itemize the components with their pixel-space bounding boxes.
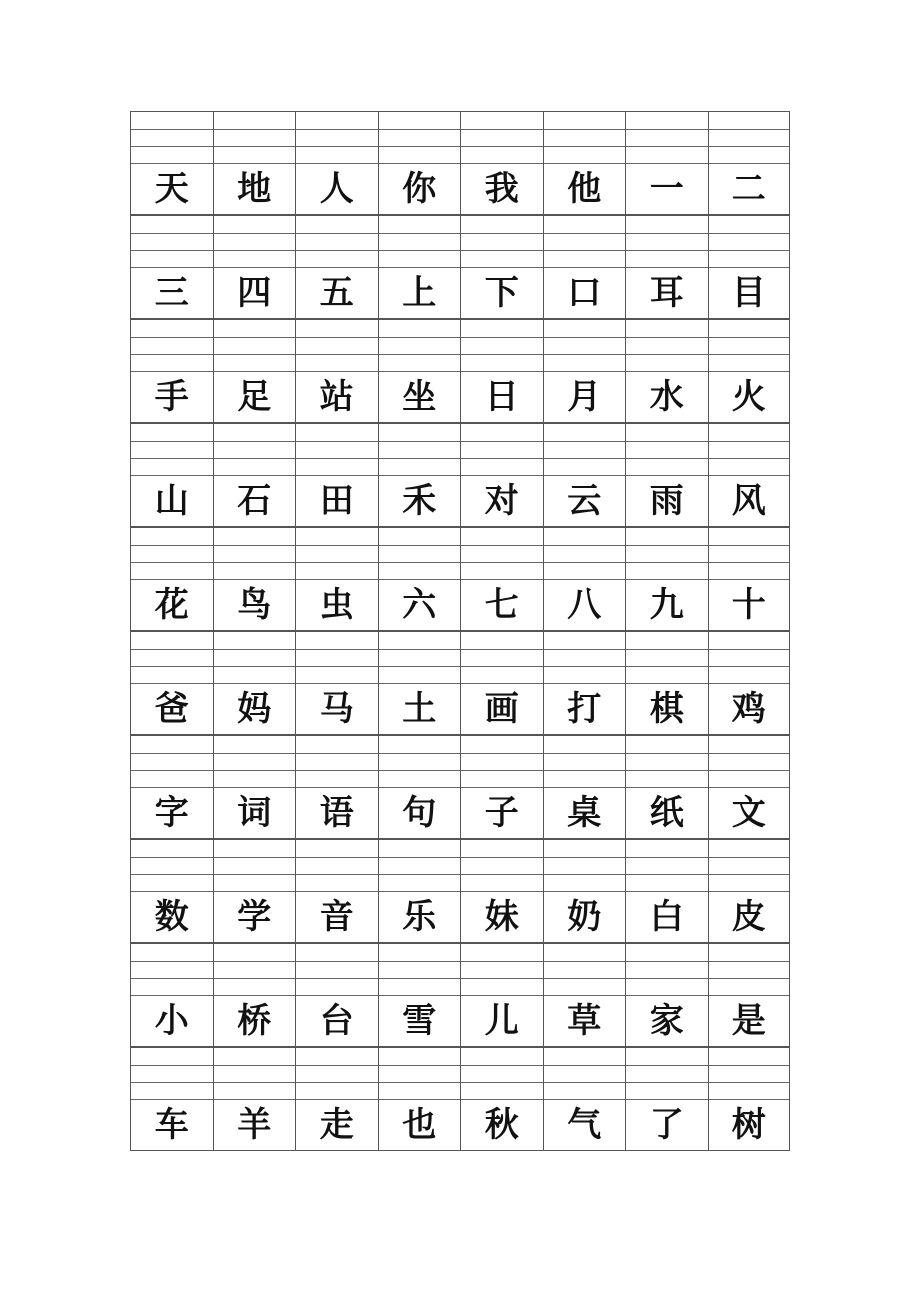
character-cell: 上 (378, 267, 461, 319)
column-divider (460, 840, 461, 892)
column-divider (460, 424, 461, 476)
character-row (130, 163, 790, 215)
character-cell: 坐 (378, 371, 461, 423)
column-divider (130, 632, 131, 684)
column-divider (130, 320, 131, 372)
character-cell: 小 (130, 995, 213, 1047)
practice-block (130, 1047, 790, 1151)
character-cell: 土 (378, 683, 461, 735)
column-divider (213, 216, 214, 268)
character-cell: 虫 (295, 579, 378, 631)
column-divider (625, 320, 626, 372)
character-cell: 山 (130, 475, 213, 527)
column-divider (708, 216, 709, 268)
character-cell: 也 (378, 1099, 461, 1151)
character-cell: 目 (708, 267, 791, 319)
character-row (130, 995, 790, 1047)
column-divider (378, 320, 379, 372)
column-divider (213, 424, 214, 476)
column-divider (213, 736, 214, 788)
column-divider (130, 736, 131, 788)
column-divider (708, 736, 709, 788)
character-cell: 家 (625, 995, 708, 1047)
character-cell: 一 (625, 163, 708, 215)
column-divider (708, 840, 709, 892)
character-cell: 子 (460, 787, 543, 839)
column-divider (460, 736, 461, 788)
column-divider (543, 216, 544, 268)
character-cell: 鸡 (708, 683, 791, 735)
character-cell: 秋 (460, 1099, 543, 1151)
character-row (130, 579, 790, 631)
column-divider (460, 320, 461, 372)
column-divider (130, 1048, 131, 1100)
column-divider (789, 840, 790, 892)
character-cell: 皮 (708, 891, 791, 943)
character-cell: 马 (295, 683, 378, 735)
character-row (130, 267, 790, 319)
character-cell: 了 (625, 1099, 708, 1151)
character-cell: 羊 (213, 1099, 296, 1151)
character-cell: 八 (543, 579, 626, 631)
character-cell: 妹 (460, 891, 543, 943)
column-divider (295, 1048, 296, 1100)
practice-block (130, 527, 790, 631)
column-divider (295, 632, 296, 684)
practice-block (130, 423, 790, 527)
column-divider (789, 320, 790, 372)
column-divider (130, 840, 131, 892)
column-divider (625, 840, 626, 892)
character-cell: 爸 (130, 683, 213, 735)
character-row (130, 787, 790, 839)
character-cell: 你 (378, 163, 461, 215)
character-row (130, 1099, 790, 1151)
character-cell: 二 (708, 163, 791, 215)
column-divider (295, 944, 296, 996)
character-cell: 鸟 (213, 579, 296, 631)
character-cell: 四 (213, 267, 296, 319)
character-cell: 对 (460, 475, 543, 527)
column-divider (378, 840, 379, 892)
column-divider (543, 1048, 544, 1100)
column-divider (625, 112, 626, 164)
pinyin-writing-lines (130, 735, 790, 787)
character-cell: 花 (130, 579, 213, 631)
character-cell: 台 (295, 995, 378, 1047)
character-cell: 字 (130, 787, 213, 839)
column-divider (130, 528, 131, 580)
column-divider (625, 632, 626, 684)
column-divider (708, 320, 709, 372)
column-divider (543, 944, 544, 996)
character-cell: 站 (295, 371, 378, 423)
practice-block (130, 111, 790, 215)
character-cell: 手 (130, 371, 213, 423)
column-divider (789, 736, 790, 788)
character-practice-grid (130, 111, 790, 1151)
character-cell: 他 (543, 163, 626, 215)
character-cell: 草 (543, 995, 626, 1047)
column-divider (130, 944, 131, 996)
pinyin-writing-lines (130, 111, 790, 163)
character-cell: 桌 (543, 787, 626, 839)
column-divider (460, 632, 461, 684)
column-divider (460, 112, 461, 164)
character-cell: 地 (213, 163, 296, 215)
pinyin-writing-lines (130, 1047, 790, 1099)
column-divider (295, 840, 296, 892)
column-divider (213, 632, 214, 684)
character-cell: 口 (543, 267, 626, 319)
character-cell: 儿 (460, 995, 543, 1047)
character-cell: 打 (543, 683, 626, 735)
column-divider (789, 424, 790, 476)
column-divider (295, 736, 296, 788)
column-divider (378, 736, 379, 788)
column-divider (625, 1048, 626, 1100)
practice-block (130, 735, 790, 839)
character-cell: 云 (543, 475, 626, 527)
character-row (130, 683, 790, 735)
character-cell: 词 (213, 787, 296, 839)
character-cell: 音 (295, 891, 378, 943)
column-divider (460, 216, 461, 268)
character-cell: 月 (543, 371, 626, 423)
column-divider (625, 528, 626, 580)
column-divider (789, 632, 790, 684)
practice-block (130, 215, 790, 319)
pinyin-writing-lines (130, 527, 790, 579)
column-divider (625, 216, 626, 268)
column-divider (543, 840, 544, 892)
column-divider (543, 320, 544, 372)
character-cell: 画 (460, 683, 543, 735)
column-divider (543, 632, 544, 684)
character-cell: 句 (378, 787, 461, 839)
column-divider (708, 632, 709, 684)
column-divider (708, 528, 709, 580)
practice-block (130, 319, 790, 423)
column-divider (789, 112, 790, 164)
character-cell: 风 (708, 475, 791, 527)
character-cell: 十 (708, 579, 791, 631)
column-divider (295, 528, 296, 580)
column-divider (213, 944, 214, 996)
pinyin-writing-lines (130, 631, 790, 683)
column-divider (213, 112, 214, 164)
character-cell: 火 (708, 371, 791, 423)
character-cell: 语 (295, 787, 378, 839)
column-divider (378, 112, 379, 164)
pinyin-writing-lines (130, 319, 790, 371)
character-cell: 人 (295, 163, 378, 215)
character-cell: 水 (625, 371, 708, 423)
character-cell: 白 (625, 891, 708, 943)
column-divider (295, 424, 296, 476)
character-cell: 是 (708, 995, 791, 1047)
character-cell: 下 (460, 267, 543, 319)
column-divider (543, 424, 544, 476)
character-cell: 桥 (213, 995, 296, 1047)
column-divider (789, 1048, 790, 1100)
column-divider (460, 1048, 461, 1100)
character-row (130, 475, 790, 527)
column-divider (130, 112, 131, 164)
character-cell: 我 (460, 163, 543, 215)
column-divider (378, 944, 379, 996)
column-divider (295, 216, 296, 268)
column-divider (295, 320, 296, 372)
practice-block (130, 839, 790, 943)
column-divider (295, 112, 296, 164)
pinyin-writing-lines (130, 839, 790, 891)
column-divider (213, 320, 214, 372)
column-divider (543, 112, 544, 164)
column-divider (378, 1048, 379, 1100)
character-cell: 棋 (625, 683, 708, 735)
column-divider (378, 216, 379, 268)
column-divider (460, 944, 461, 996)
character-cell: 文 (708, 787, 791, 839)
character-row (130, 891, 790, 943)
column-divider (543, 528, 544, 580)
character-cell: 石 (213, 475, 296, 527)
character-cell: 数 (130, 891, 213, 943)
practice-block (130, 943, 790, 1047)
column-divider (130, 424, 131, 476)
character-cell: 三 (130, 267, 213, 319)
column-divider (789, 944, 790, 996)
column-divider (543, 736, 544, 788)
character-cell: 五 (295, 267, 378, 319)
character-cell: 车 (130, 1099, 213, 1151)
pinyin-writing-lines (130, 215, 790, 267)
column-divider (708, 112, 709, 164)
character-cell: 六 (378, 579, 461, 631)
character-cell: 九 (625, 579, 708, 631)
character-cell: 树 (708, 1099, 791, 1151)
character-cell: 耳 (625, 267, 708, 319)
character-cell: 日 (460, 371, 543, 423)
column-divider (708, 424, 709, 476)
column-divider (789, 216, 790, 268)
character-cell: 雪 (378, 995, 461, 1047)
column-divider (213, 840, 214, 892)
column-divider (460, 528, 461, 580)
character-cell: 妈 (213, 683, 296, 735)
column-divider (625, 944, 626, 996)
column-divider (378, 528, 379, 580)
pinyin-writing-lines (130, 943, 790, 995)
column-divider (130, 216, 131, 268)
character-cell: 禾 (378, 475, 461, 527)
column-divider (378, 632, 379, 684)
column-divider (789, 528, 790, 580)
character-cell: 乐 (378, 891, 461, 943)
character-cell: 田 (295, 475, 378, 527)
practice-block (130, 631, 790, 735)
character-cell: 气 (543, 1099, 626, 1151)
character-cell: 奶 (543, 891, 626, 943)
column-divider (213, 528, 214, 580)
pinyin-writing-lines (130, 423, 790, 475)
column-divider (378, 424, 379, 476)
column-divider (708, 944, 709, 996)
character-cell: 走 (295, 1099, 378, 1151)
character-cell: 天 (130, 163, 213, 215)
character-cell: 纸 (625, 787, 708, 839)
character-row (130, 371, 790, 423)
column-divider (708, 1048, 709, 1100)
character-cell: 雨 (625, 475, 708, 527)
character-cell: 学 (213, 891, 296, 943)
column-divider (625, 736, 626, 788)
column-divider (625, 424, 626, 476)
character-cell: 足 (213, 371, 296, 423)
column-divider (213, 1048, 214, 1100)
character-cell: 七 (460, 579, 543, 631)
